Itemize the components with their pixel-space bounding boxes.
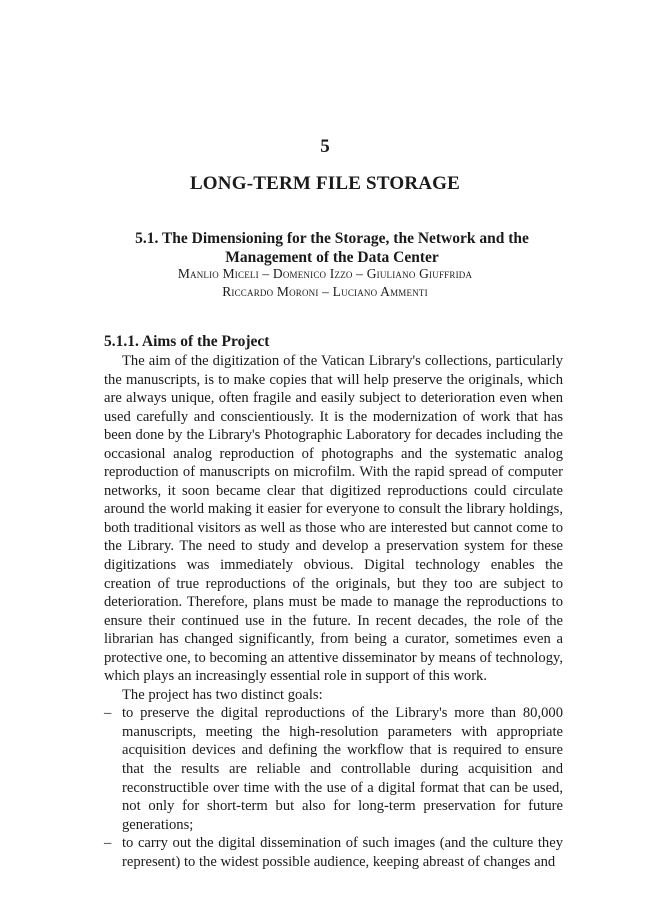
authors-line-1: Manlio Miceli – Domenico Izzo – Giuliano Giuffrida: [177, 266, 473, 281]
chapter-title: LONG-TERM FILE STORAGE: [189, 173, 461, 194]
section-heading: 5.1. The Dimensioning for the Storage, the Network and the Management of the Data Center: [135, 230, 529, 266]
chapter-number: 5: [320, 136, 330, 157]
authors-line-2: Riccardo Moroni – Luciano Ammenti: [222, 284, 428, 299]
subsection-heading: 5.1.1. Aims of the Project: [104, 333, 270, 350]
list-item-text: to preserve the digital reproductions of the Library's more than 80,000 manuscripts, meeting the high-resolution parameters with appropriate acquisition devices and defining the workflow that is required to ensure that the results are reliable and controllable during acquisition and reconstructible over time with the use of a digital format that can be used, not only for short-term but also for long-term preservation for future generations;: [122, 705, 563, 833]
body-text: [104, 352, 563, 871]
list-dash: –: [104, 705, 112, 722]
list-item-text: to carry out the digital dissemination of such images (and the culture they represent) to the widest possible audience, keeping abreast of changes and: [122, 835, 563, 870]
goals-list: [104, 704, 563, 871]
paragraph-goals-intro: The project has two distinct goals:: [122, 686, 323, 703]
list-dash: –: [104, 835, 112, 852]
paragraph-aims: The aim of the digitization of the Vatican Library's collections, particularly the manuscripts, is to make copies that will help preserve the originals, which are always unique, often fragile and easily subject to deterioration even when used carefully and conscientiously. It is the modernization of work that has been done by the Library's Photographic Laboratory for decades including the occasional analog reproduction of photographs and the systematic analog reproduction of manuscripts on microfilm. With the rapid spread of computer networks, it soon became clear that digitized reproductions could circulate around the world making it easier for everyone to consult the library holdings, both traditional visitors as well as those who are interested but cannot come to the Library. The need to study and develop a preservation system for these digitizations was immediately obvious. Digital technology enables the creation of true reproductions of the originals, but they too are subject to deterioration. Therefore, plans must be made to manage the reproductions to ensure their continued use in the future. In recent decades, the role of the librarian has changed significantly, from being a curator, sometimes even a protective one, to becoming an attentive disseminator by means of technology, which plays an increasingly essential role in support of this work.: [104, 353, 563, 685]
list-item: [104, 704, 563, 834]
list-item: [104, 834, 563, 871]
